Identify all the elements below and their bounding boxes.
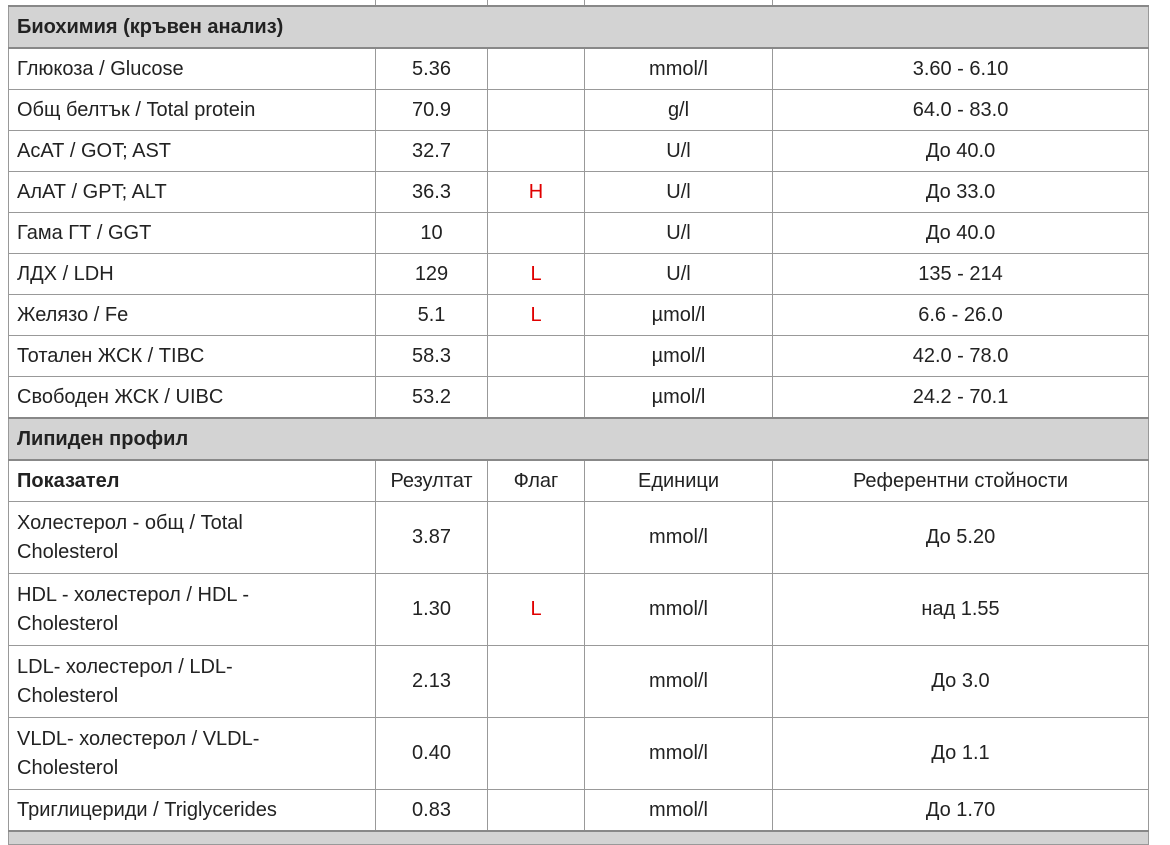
test-result: 129 — [376, 254, 488, 295]
test-result: 58.3 — [376, 336, 488, 377]
test-result: 36.3 — [376, 172, 488, 213]
test-result: 0.40 — [376, 718, 488, 790]
table-row — [9, 48, 1149, 90]
test-unit: U/l — [585, 254, 773, 295]
lab-results-table — [8, 5, 1149, 845]
table-row — [9, 172, 1149, 213]
test-result: 32.7 — [376, 131, 488, 172]
table-row — [9, 574, 1149, 646]
test-name — [9, 718, 376, 790]
test-name: Тотален ЖСК / TIBC — [9, 336, 376, 377]
next-section-header — [9, 831, 1149, 845]
test-name-line-2: Cholesterol — [17, 756, 119, 779]
test-unit: µmol/l — [585, 336, 773, 377]
test-name: ЛДХ / LDH — [9, 254, 376, 295]
test-flag — [488, 718, 585, 790]
column-header-name: Показател — [9, 460, 376, 502]
test-name: Свободен ЖСК / UIBC — [9, 377, 376, 419]
test-reference: До 40.0 — [773, 131, 1149, 172]
table-row — [9, 646, 1149, 718]
test-name-line-1: Холестерол - общ / Total — [17, 511, 243, 534]
test-reference: До 3.0 — [773, 646, 1149, 718]
section-title: Липиден профил — [9, 418, 1149, 460]
test-result: 1.30 — [376, 574, 488, 646]
test-result: 2.13 — [376, 646, 488, 718]
test-flag — [488, 790, 585, 832]
test-reference: До 1.1 — [773, 718, 1149, 790]
test-result: 70.9 — [376, 90, 488, 131]
test-name-line-1: VLDL- холестерол / VLDL- — [17, 727, 260, 750]
test-name: Гама ГТ / GGT — [9, 213, 376, 254]
test-result: 5.36 — [376, 48, 488, 90]
test-result: 0.83 — [376, 790, 488, 832]
test-reference: 42.0 - 78.0 — [773, 336, 1149, 377]
test-flag: L — [488, 254, 585, 295]
test-name — [9, 574, 376, 646]
test-flag — [488, 646, 585, 718]
test-flag: H — [488, 172, 585, 213]
table-row — [9, 90, 1149, 131]
section-header-lipid — [9, 418, 1149, 460]
column-header-flag: Флаг — [488, 460, 585, 502]
test-unit: mmol/l — [585, 502, 773, 574]
test-name-line-2: Cholesterol — [17, 684, 119, 707]
test-unit: U/l — [585, 213, 773, 254]
section-title: Биохимия (кръвен анализ) — [9, 6, 1149, 48]
table-row — [9, 790, 1149, 832]
test-unit: µmol/l — [585, 295, 773, 336]
test-result: 5.1 — [376, 295, 488, 336]
test-name: Глюкоза / Glucose — [9, 48, 376, 90]
test-name — [9, 502, 376, 574]
test-flag: L — [488, 574, 585, 646]
test-name — [9, 646, 376, 718]
test-reference: До 33.0 — [773, 172, 1149, 213]
test-unit: mmol/l — [585, 48, 773, 90]
test-unit: µmol/l — [585, 377, 773, 419]
test-unit: mmol/l — [585, 574, 773, 646]
test-name: АсАТ / GOT; AST — [9, 131, 376, 172]
table-row — [9, 131, 1149, 172]
test-reference: До 5.20 — [773, 502, 1149, 574]
test-flag — [488, 336, 585, 377]
table-row — [9, 336, 1149, 377]
test-flag — [488, 377, 585, 419]
table-row — [9, 377, 1149, 419]
test-name: АлАТ / GPT; ALT — [9, 172, 376, 213]
test-flag — [488, 90, 585, 131]
test-unit: mmol/l — [585, 718, 773, 790]
test-flag — [488, 131, 585, 172]
test-reference: До 1.70 — [773, 790, 1149, 832]
column-header-result: Резултат — [376, 460, 488, 502]
table-row — [9, 295, 1149, 336]
test-reference: 135 - 214 — [773, 254, 1149, 295]
test-name-line-1: HDL - холестерол / HDL - — [17, 583, 249, 606]
table-row — [9, 502, 1149, 574]
test-reference: 3.60 - 6.10 — [773, 48, 1149, 90]
test-reference: над 1.55 — [773, 574, 1149, 646]
table-row — [9, 213, 1149, 254]
section-bar — [9, 831, 1149, 845]
column-header-unit: Единици — [585, 460, 773, 502]
test-unit: mmol/l — [585, 790, 773, 832]
test-flag — [488, 502, 585, 574]
test-name: Общ белтък / Total protein — [9, 90, 376, 131]
test-reference: 64.0 - 83.0 — [773, 90, 1149, 131]
test-unit: U/l — [585, 172, 773, 213]
test-result: 10 — [376, 213, 488, 254]
test-flag — [488, 213, 585, 254]
test-reference: 24.2 - 70.1 — [773, 377, 1149, 419]
column-header-reference: Референтни стойности — [773, 460, 1149, 502]
table-row — [9, 254, 1149, 295]
test-unit: U/l — [585, 131, 773, 172]
test-unit: g/l — [585, 90, 773, 131]
test-result: 3.87 — [376, 502, 488, 574]
test-result: 53.2 — [376, 377, 488, 419]
test-name-line-2: Cholesterol — [17, 612, 119, 635]
table-row — [9, 718, 1149, 790]
column-headers — [9, 460, 1149, 502]
test-name-line-2: Cholesterol — [17, 540, 119, 563]
test-reference: 6.6 - 26.0 — [773, 295, 1149, 336]
test-flag: L — [488, 295, 585, 336]
test-name-line-1: LDL- холестерол / LDL- — [17, 655, 233, 678]
section-header-biochemistry — [9, 6, 1149, 48]
test-flag — [488, 48, 585, 90]
test-name: Триглицериди / Triglycerides — [9, 790, 376, 832]
test-unit: mmol/l — [585, 646, 773, 718]
test-name: Желязо / Fe — [9, 295, 376, 336]
test-reference: До 40.0 — [773, 213, 1149, 254]
